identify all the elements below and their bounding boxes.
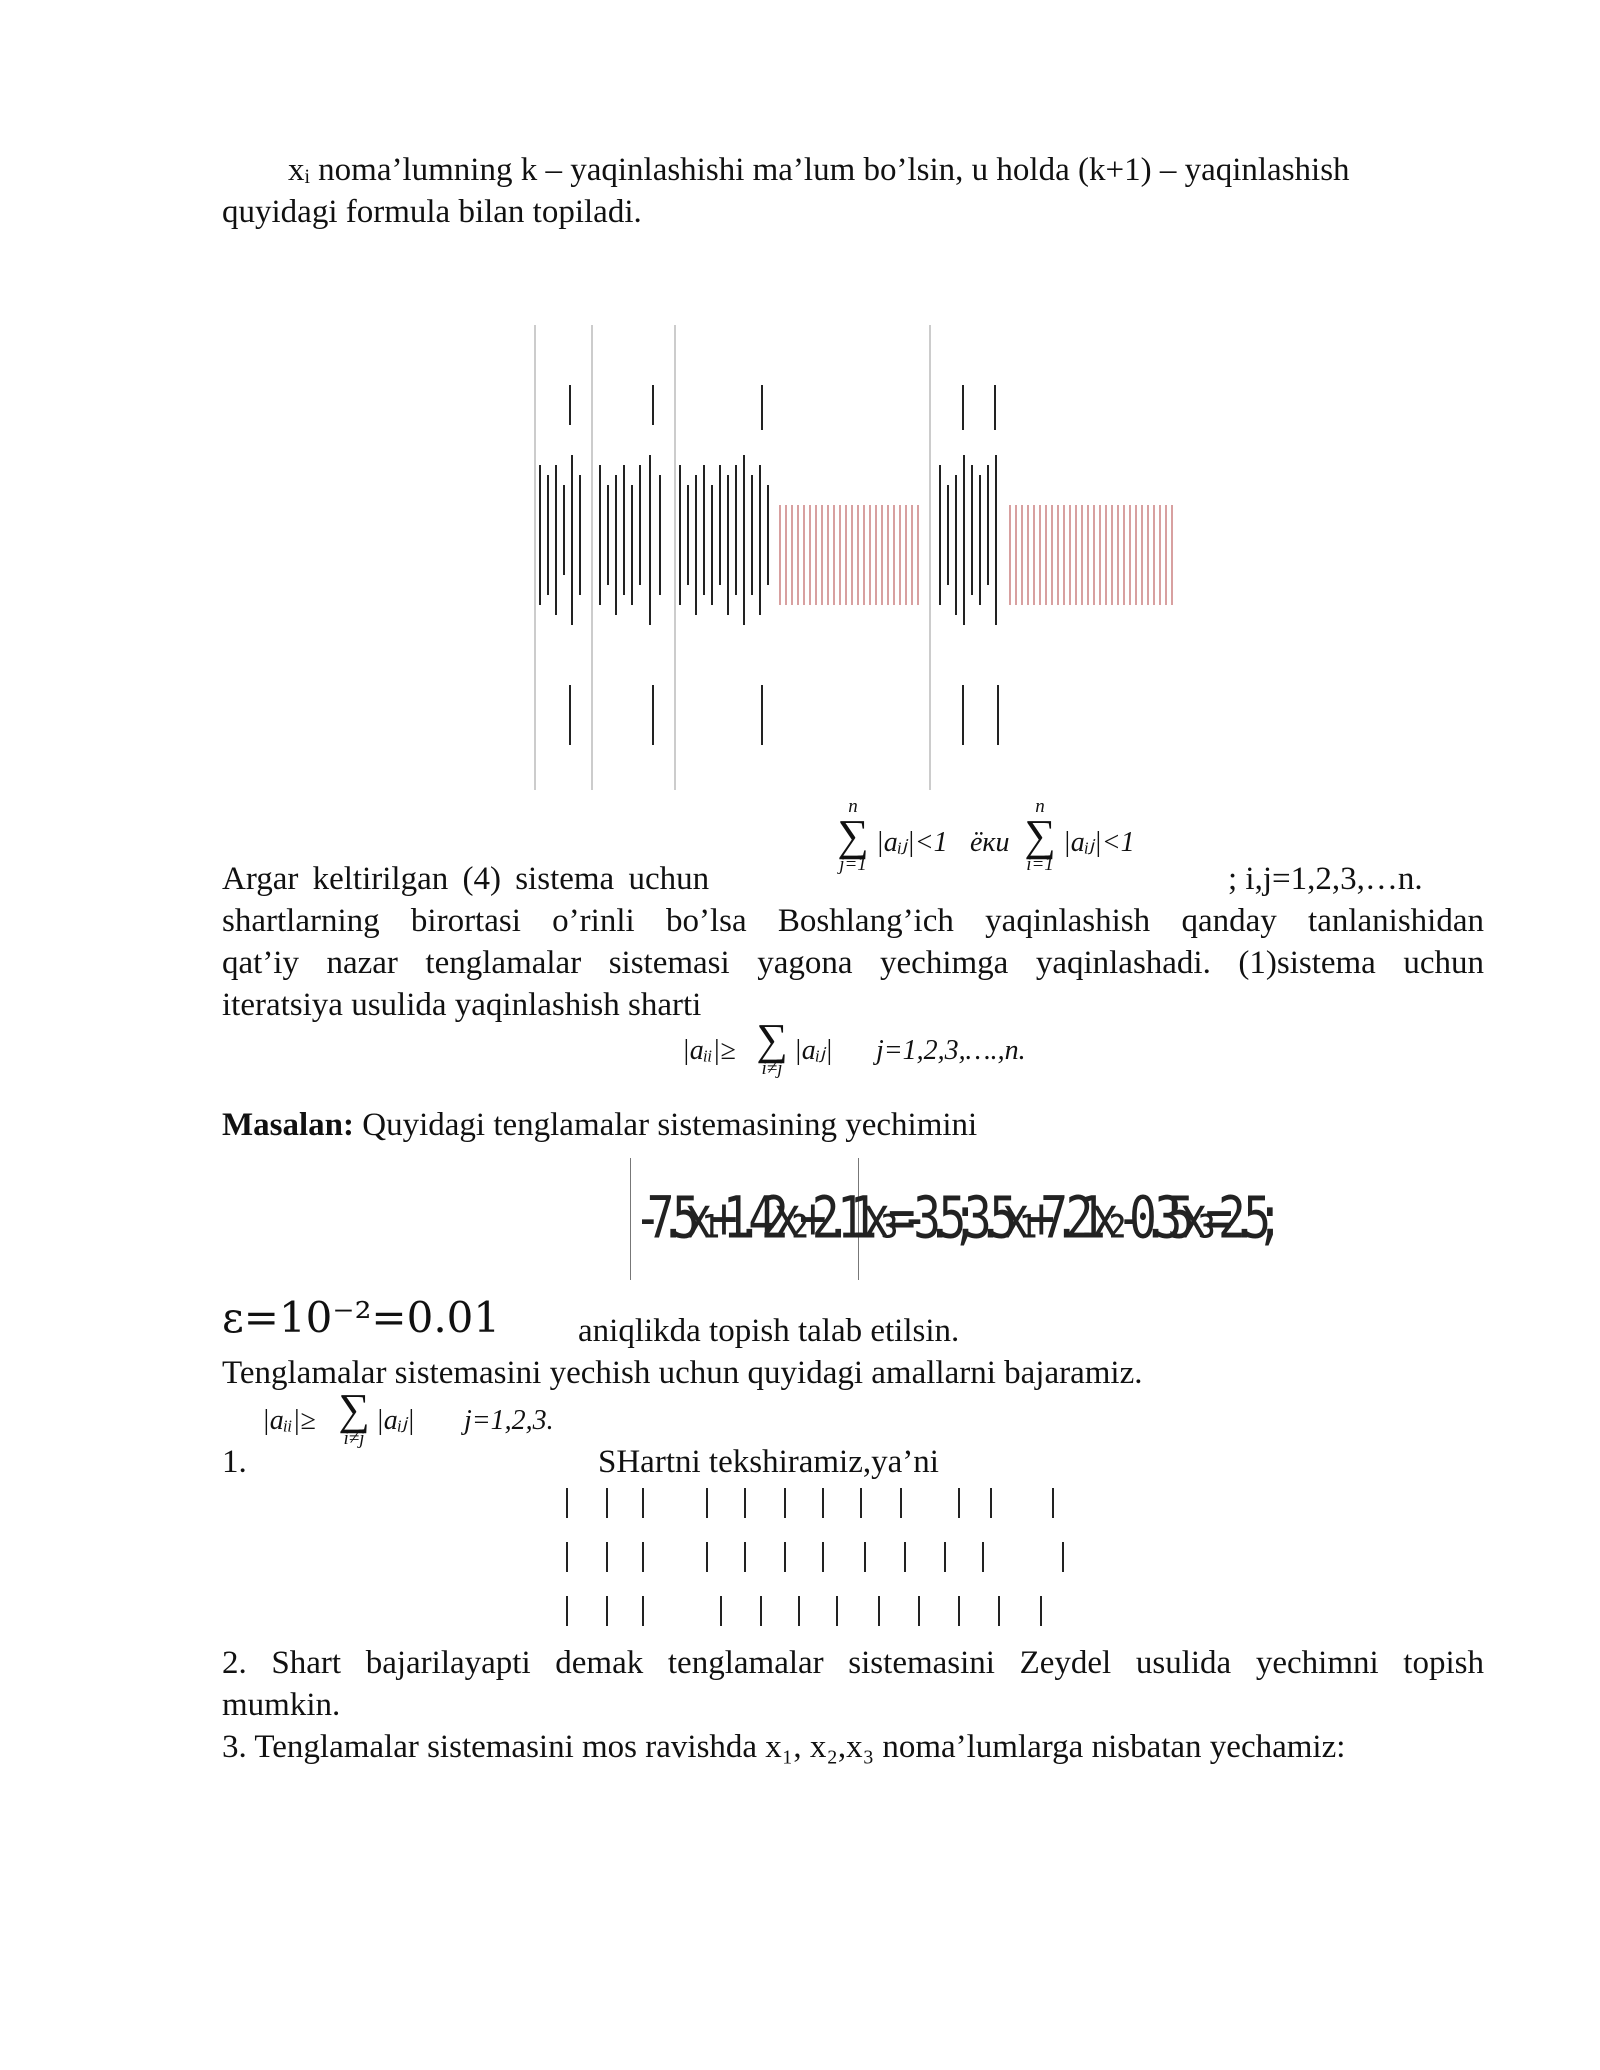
conv-range: j=1,2,3,….,n. [876,1035,1026,1066]
sigma-symbol: ∑ [1024,811,1056,860]
sum-j-upper: n [848,796,858,817]
para2-line2: shartlarning birortasi o’rinli bo’lsa Boshlang’ich yaqinlashish qanday tanlanishidan [222,903,1484,939]
step1-sum-body: |aᵢⱼ| [376,1405,415,1436]
para2-line1-right: ; i,j=1,2,3,…n. [1228,861,1423,897]
sigma-symbol: ∑ [756,1015,788,1064]
sum-i [1020,796,1060,876]
epsilon-value: ε=10⁻²=0.01 [222,1293,501,1342]
or-word: ёки [970,827,1010,858]
example-label: Masalan: [222,1107,354,1143]
sum-j [833,796,873,876]
para2-line1-left: Argar keltirilgan (4) sistema uchun [222,861,710,897]
system-of-equations: -7.5x₁+1.42x₂+2.11x₃=-3.5;3.5x₁+7.21x₂-0.35x₃=2.5; [634,1183,1269,1252]
broken-formula-image [530,325,1180,790]
intro-line-1: xᵢ noma’lumning k – yaqinlashishi ma’lum bo’lsin, u holda (k+1) – yaqinlashish [288,152,1350,188]
conv-sum-body: |aᵢⱼ| [794,1035,833,1066]
broken-formula-graphic [530,325,1180,790]
para2-line3: qat’iy nazar tenglamalar sistemasi yagona yechimga yaqinlashadi. (1)sistema uchun [222,945,1484,981]
step1-number: 1. [222,1444,247,1480]
step2-line2: mumkin. [222,1687,341,1723]
conv-sum-lower: i≠j [761,1058,783,1079]
steps-intro: Tenglamalar sistemasini yechish uchun quyidagi amallarni bajaramiz. [222,1355,1143,1391]
sigma-symbol: ∑ [837,811,869,860]
sum-i-lower: i=1 [1026,854,1054,875]
para2-line4: iteratsiya usulida yaqinlashish sharti [222,987,702,1023]
sigma-symbol: ∑ [338,1385,370,1434]
step1-text: SHartni tekshiramiz,ya’ni [598,1444,939,1480]
sum-i-upper: n [1035,796,1045,817]
intro-line-2: quyidagi formula bilan topiladi. [222,194,642,230]
step1-range: j=1,2,3. [464,1405,554,1436]
conv-lhs: |aᵢᵢ|≥ [682,1035,736,1066]
sum-j-body: |aᵢⱼ|<1 [876,827,948,858]
step1-lhs: |aᵢᵢ|≥ [262,1405,316,1436]
example-text: Quyidagi tenglamalar sistemasining yechimini [354,1107,978,1143]
step1-sum [334,1385,374,1450]
step3-line: 3. Tenglamalar sistemasini mos ravishda x₁, x₂,x₃ noma’lumlarga nisbatan yechamiz: [222,1729,1346,1765]
sum-j-lower: j=1 [839,854,867,875]
accuracy-text: aniqlikda topish talab etilsin. [578,1313,960,1349]
step1-sum-lower: i≠j [343,1428,365,1449]
example-line [222,1104,977,1146]
conv-sum [752,1015,792,1080]
system-bracket-line [630,1158,631,1280]
sum-i-body: |aᵢⱼ|<1 [1063,827,1135,858]
step2-line1: 2. Shart bajarilayapti demak tenglamalar sistemasini Zeydel usulida yechimni topish [222,1645,1484,1681]
